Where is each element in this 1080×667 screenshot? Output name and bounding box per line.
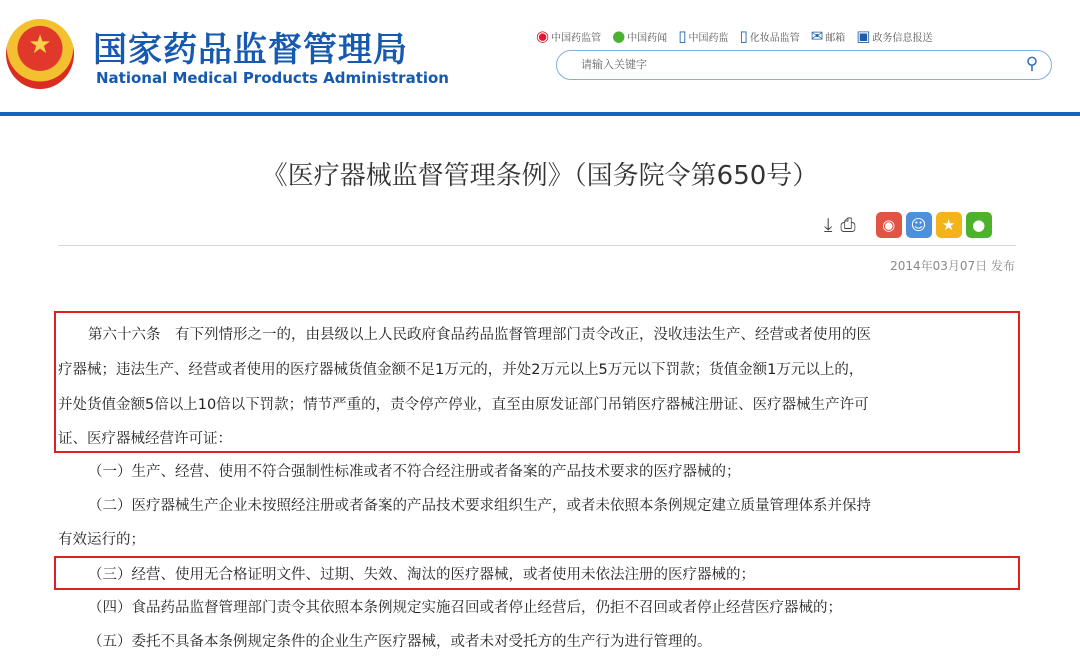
weibo-share-icon[interactable]: ◉ — [876, 212, 902, 238]
toplink-label: 邮箱 — [825, 32, 846, 44]
qzone-share-icon[interactable]: ★ — [936, 212, 962, 238]
download-icon[interactable]: ⤓ — [824, 214, 833, 236]
highlight-box-article-66 — [54, 311, 1020, 453]
weibo-icon: ◉ — [536, 27, 550, 45]
article-paragraph: 第六十六条 有下列情形之一的，由县级以上人民政府食品药品监督管理部门责令改正，没收违法生产、经营或者使用的医 — [88, 327, 871, 343]
article-tools — [824, 211, 996, 239]
article-paragraph: 证、医疗器械经营许可证： — [58, 431, 232, 447]
toplink-mobile-app[interactable] — [678, 28, 728, 44]
highlight-box-item-3 — [54, 556, 1020, 590]
article-paragraph: （二）医疗器械生产企业未按照经注册或者备案的产品技术要求组织生产，或者未依照本条例规定建立质量管理体系并保持 — [88, 498, 871, 514]
wechat-share-icon[interactable]: ● — [966, 212, 992, 238]
toplink-mail[interactable] — [811, 28, 846, 44]
toplink-cosmetics[interactable] — [739, 28, 799, 44]
search-icon[interactable]: ⚲ — [1025, 54, 1039, 74]
article-paragraph: 疗器械；违法生产、经营或者使用的医疗器械货值金额不足1万元的，并处2万元以上5万元以下罚款；货值金额1万元以上的， — [58, 362, 864, 378]
article-title: 《医疗器械监督管理条例》（国务院令第650号） — [261, 161, 819, 191]
toplink-label: 政务信息报送 — [872, 32, 933, 44]
mobile-icon: ▯ — [739, 27, 748, 45]
article-paragraph: （三）经营、使用无合格证明文件、过期、失效、淘汰的医疗器械，或者使用未依法注册的医疗器械的； — [88, 567, 755, 583]
toplink-label: 中国药闻 — [627, 32, 668, 44]
article-paragraph: （一）生产、经营、使用不符合强制性标准或者不符合经注册或者备案的产品技术要求的医疗器械的； — [88, 464, 741, 480]
toplink-label: 中国药监管 — [551, 32, 602, 44]
national-emblem-icon[interactable]: ★ — [6, 19, 74, 89]
site-name-cn[interactable]: 国家药品监督管理局 — [93, 30, 408, 70]
toplink-label: 中国药监 — [688, 32, 729, 44]
article-paragraph: 有效运行的； — [58, 532, 145, 548]
wechat-icon: ● — [612, 27, 626, 45]
publish-date: 2014年03月07日 发布 — [890, 259, 1015, 273]
top-links — [536, 27, 943, 45]
toplink-weibo[interactable] — [536, 28, 601, 44]
title-divider — [58, 245, 1016, 246]
site-header — [0, 0, 1080, 118]
toplink-label: 化妆品监管 — [749, 32, 800, 44]
search-input[interactable] — [581, 54, 1001, 74]
qq-share-icon[interactable]: ☺ — [906, 212, 932, 238]
print-icon[interactable]: ⎙ — [840, 214, 856, 236]
site-name-en[interactable]: National Medical Products Administration — [96, 69, 449, 87]
monitor-icon: ▣ — [856, 27, 871, 45]
search-box — [556, 50, 1052, 80]
header-divider — [0, 112, 1080, 116]
article-paragraph: （四）食品药品监督管理部门责令其依照本条例规定实施召回或者停止经营后，仍拒不召回或者停止经营医疗器械的； — [88, 600, 842, 616]
article-paragraph: （五）委托不具备本条例规定条件的企业生产医疗器械，或者未对受托方的生产行为进行管理的。 — [88, 634, 712, 650]
mobile-icon: ▯ — [678, 27, 687, 45]
article-paragraph: 并处货值金额5倍以上10倍以下罚款；情节严重的，责令停产停业，直至由原发证部门吊销医疗器械注册证、医疗器械生产许可 — [58, 397, 869, 413]
mail-icon: ✉ — [810, 27, 824, 45]
toplink-wechat[interactable] — [612, 28, 667, 44]
toplink-gov-info[interactable] — [856, 28, 932, 44]
